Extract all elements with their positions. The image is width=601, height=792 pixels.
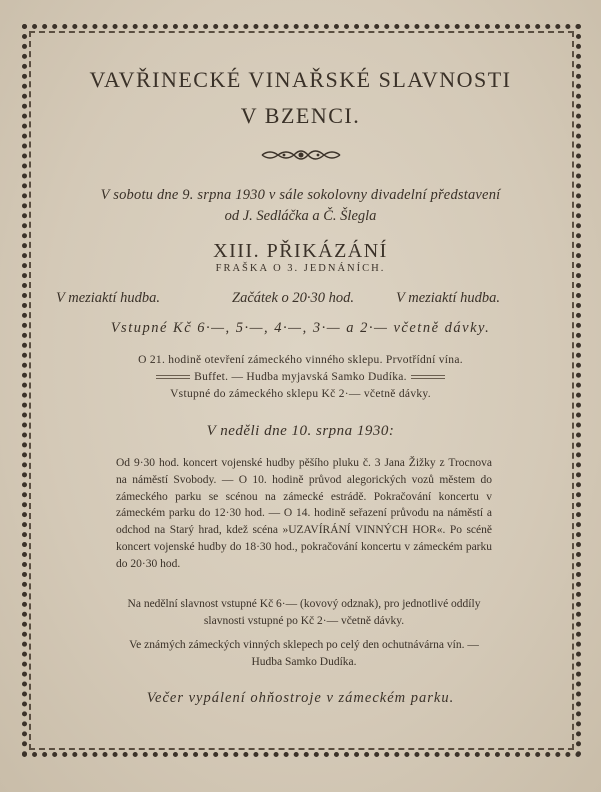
program-row	[40, 290, 561, 310]
poster-title-line1: VAVŘINECKÉ VINAŘSKÉ SLAVNOSTI	[89, 67, 512, 92]
admission-line: Vstupné Kč 6·—, 5·—, 4·—, 3·— a 2·— včetně dávky.	[110, 320, 491, 336]
start-time: Začátek o 20·30 hod.	[232, 290, 355, 306]
sunday-paragraph-2: Na nedělní slavnost vstupné Kč 6·— (kovový odznak), pro jednotlivé oddíly slavnosti vstupné po Kč 2·— včetně dávky.	[127, 598, 481, 627]
invite-line2: od J. Sedláčka a Č. Šlegla	[224, 208, 377, 224]
poster-title-line2: V BZENCI.	[240, 103, 361, 128]
invite-line1: V sobotu dne 9. srpna 1930 v sále sokolovny divadelní představení	[100, 187, 501, 203]
cellar-line2: Buffet. — Hudba myjavská Samko Dudíka.	[194, 371, 407, 383]
sunday-paragraph-3: Ve známých zámeckých vinných sklepech po celý den ochutnávárna vín. — Hudba Samko Dudíka.	[129, 639, 479, 668]
play-title: XIII. PŘIKÁZÁNÍ	[213, 240, 388, 262]
sunday-heading: V neděli dne 10. srpna 1930:	[206, 423, 395, 439]
cellar-line2-row	[40, 371, 561, 383]
cellar-line1: O 21. hodině otevření zámeckého vinného sklepu. Prvotřídní vína.	[138, 354, 463, 366]
rule-right	[411, 375, 445, 379]
play-subtitle: FRAŠKA O 3. JEDNÁNÍCH.	[215, 263, 386, 274]
sunday-paragraph-1: Od 9·30 hod. koncert vojenské hudby pěšího pluku č. 3 Jana Žižky z Trocnova na náměstí Svobody. — O 10. hodině průvod alegorických vozů městem do zámeckého parku se scénou na zámecké estrádě. Pokračování koncertu v zámeckém parku do 12·30 hod. — O 14. hodině seřazení průvodu na náměstí a odchod na Starý hrad, kdež scéna »UZAVÍRÁNÍ VINNÝCH HOR«. Po scéně koncert vojenské hudby do 18·30 hod., pokračování koncertu v zámeckém parku do 20·30 hod.	[116, 457, 492, 570]
intermission-left: V meziaktí hudba.	[56, 290, 161, 306]
closing-line: Večer vypálení ohňostroje v zámeckém parku.	[146, 690, 455, 706]
ornament-icon	[260, 145, 342, 165]
intermission-right: V meziaktí hudba.	[396, 290, 501, 306]
rule-left	[156, 375, 190, 379]
cellar-line3: Vstupné do zámeckého sklepu Kč 2·— včetně dávky.	[170, 388, 431, 400]
